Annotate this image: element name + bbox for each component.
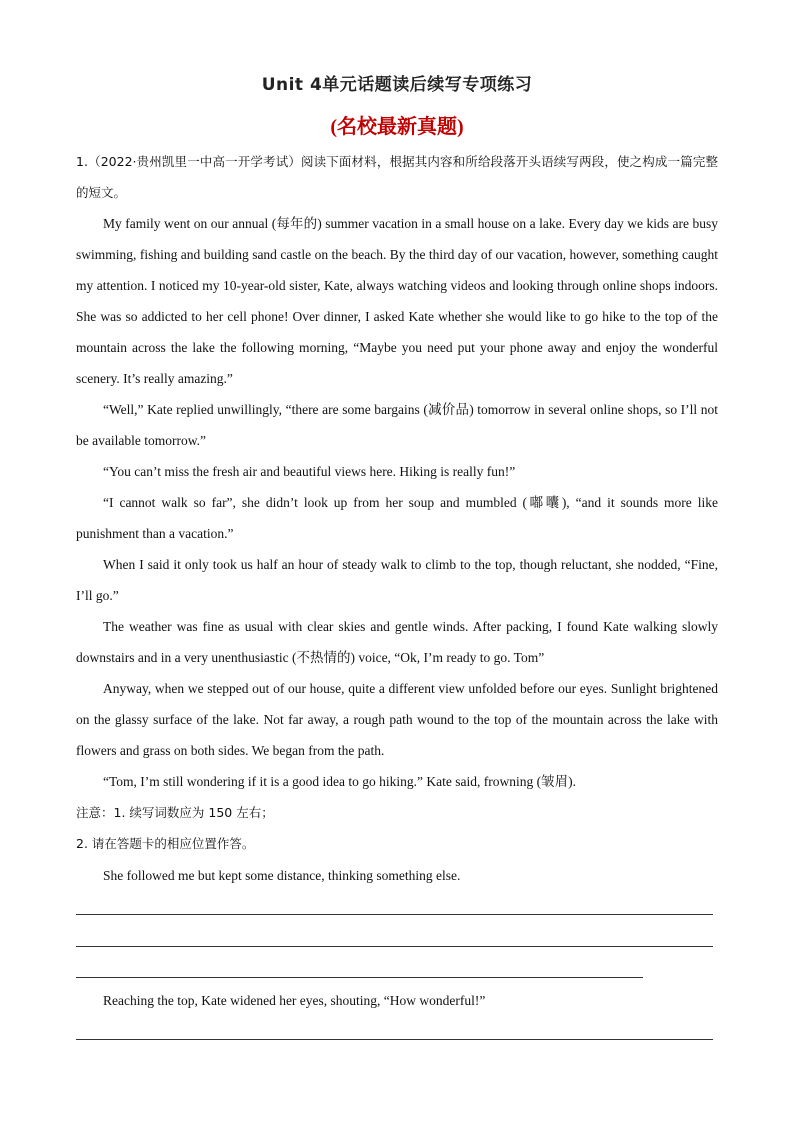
passage-paragraph: “I cannot walk so far”, she didn’t look up from her soup and mumbled (嘟囔), “and it sounds more like punishment than a vacation.” — [76, 495, 718, 541]
answer-line[interactable] — [76, 1039, 713, 1040]
note-line: 注意：1. 续写词数应为 150 左右； — [76, 805, 274, 820]
continuation-prompt-2: Reaching the top, Kate widened her eyes, shouting, “How wonderful!” — [103, 993, 486, 1008]
passage-paragraph: My family went on our annual (每年的) summer vacation in a small house on a lake. Every day we kids are busy swimming, fishing and building sand castle on the beach. By the third day of our vacation, however, something caught my attention. I noticed my 10-year-old sister, Kate, always watching videos and looking through online shops indoors. She was so addicted to her cell phone! Over dinner, I asked Kate whether she would like to go hike to the top of the mountain across the lake the following morning, “Maybe you need put your phone away and enjoy the wonderful scenery. It’s really amazing.” — [76, 216, 718, 386]
passage-paragraph: Anyway, when we stepped out of our house, quite a different view unfolded before our eyes. Sunlight brightened on the glassy surface of the lake. Not far away, a rough path wound to the top of the mountain across the lake with flowers and grass on both sides. We began from the path. — [76, 681, 718, 758]
note-line: 2. 请在答题卡的相应位置作答。 — [76, 836, 255, 851]
question-intro: 1.（2022·贵州凯里一中高一开学考试）阅读下面材料，根据其内容和所给段落开头语续写两段，使之构成一篇完整的短文。 — [76, 154, 718, 200]
passage-paragraph: “Well,” Kate replied unwillingly, “there are some bargains (减价品) tomorrow in several online shops, so I’ll not be available tomorrow.” — [76, 402, 718, 448]
answer-line[interactable] — [76, 914, 713, 915]
passage-paragraph: When I said it only took us half an hour of steady walk to climb to the top, though reluctant, she nodded, “Fine, I’ll go.” — [76, 557, 718, 603]
document-title: Unit 4单元话题读后续写专项练习 — [261, 75, 533, 95]
continuation-prompt-1: She followed me but kept some distance, thinking something else. — [103, 868, 461, 883]
answer-line[interactable] — [76, 946, 713, 947]
passage — [76, 208, 718, 859]
passage-paragraph: “Tom, I’m still wondering if it is a good idea to go hiking.” Kate said, frowning (皱眉). — [103, 774, 576, 789]
passage-paragraph: The weather was fine as usual with clear skies and gentle winds. After packing, I found Kate walking slowly downstairs and in a very unenthusiastic (不热情的) voice, “Ok, I’m ready to go. Tom” — [76, 619, 718, 665]
passage-paragraph: “You can’t miss the fresh air and beautiful views here. Hiking is really fun!” — [103, 464, 516, 479]
document-subtitle: (名校最新真题) — [330, 116, 464, 138]
answer-line[interactable] — [76, 977, 643, 978]
